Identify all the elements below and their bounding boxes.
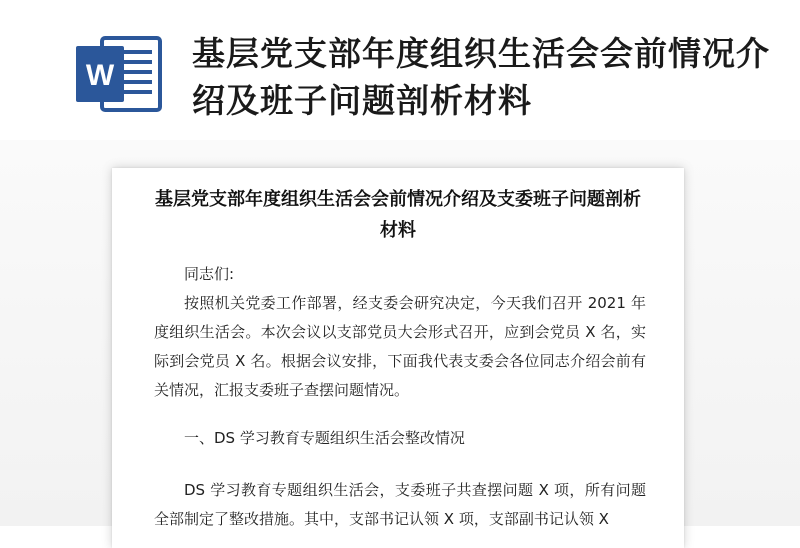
page-title: 基层党支部年度组织生活会会前情况介绍及班子问题剖析材料 bbox=[192, 34, 770, 120]
document-title: 基层党支部年度组织生活会会前情况介绍及支委班子问题剖析材料 bbox=[155, 189, 641, 241]
greeting-text: 同志们: bbox=[184, 265, 235, 283]
header-banner bbox=[0, 0, 800, 140]
document-page bbox=[112, 168, 684, 548]
paragraph-2: DS 学习教育专题组织生活会，支委班子共查摆问题 X 项，所有问题全部制定了整改措施。其中，支部书记认领 X 项，支部副书记认领 X bbox=[154, 481, 646, 528]
paragraph-1: 按照机关党委工作部署，经支委会研究决定，今天我们召开 2021 年度组织生活会。本次会议以支部党员大会形式召开，应到会党员 X 名，实际到会党员 X 名。根据会议安排，下面我代表支委会各位同志介绍会前有关情况，汇报支委班子查摆问题情况。 bbox=[154, 294, 646, 399]
section-heading-1: 一、DS 学习教育专题组织生活会整改情况 bbox=[184, 429, 465, 447]
word-document-icon bbox=[76, 34, 164, 114]
word-icon-letter: W bbox=[85, 59, 115, 92]
